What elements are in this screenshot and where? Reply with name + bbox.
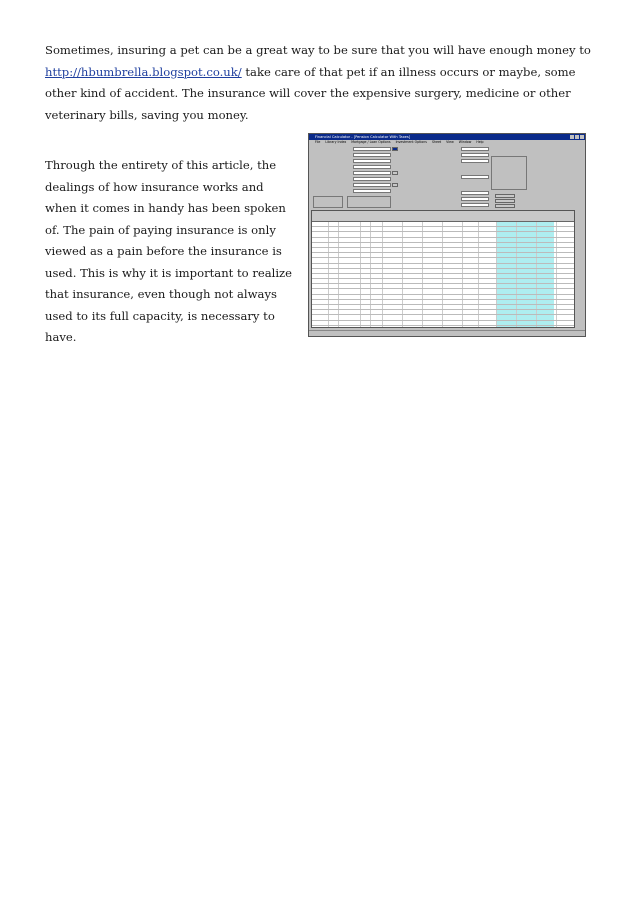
screenshot-menu-item: Investment Options [395, 140, 427, 144]
screenshot-status-bar [309, 330, 585, 336]
screenshot-menu-item: Sheet [431, 140, 442, 144]
body-paragraph-text: Through the entirety of this article, the dealings of how insurance works and when it comes in handy has been spoken of. The pain of paying insurance is only viewed as a pain before the insurance is used. This is why it is important to realize that insurance, even though not always used to its full capacity, is necessary to have. [45, 158, 293, 344]
body-paragraph [45, 155, 293, 349]
financial-calculator-screenshot [308, 133, 586, 337]
intro-text-end: take care of that pet if an illness occurs or maybe, some other kind of accident. The insurance will cover the expensive surgery, medicine or other veterinary bills, saving you money. [45, 64, 576, 122]
calculator-form [311, 146, 583, 208]
screenshot-title-bar [309, 134, 585, 140]
blog-link[interactable]: http://hbumbrella.blogspot.co.uk/ [45, 64, 242, 79]
grid-row [312, 326, 574, 328]
screenshot-menu-item: Help [476, 140, 484, 144]
screenshot-menu-item: View [446, 140, 454, 144]
screenshot-title: Financial Calculator - [Pension Calculator With Taxes] [315, 135, 411, 139]
intro-paragraph [45, 40, 605, 126]
screenshot-menu-item: Mortgage / Loan Options [351, 140, 391, 144]
grid-header [312, 211, 574, 222]
screenshot-menu-item: Library Index [325, 140, 347, 144]
intro-text-start: Sometimes, insuring a pet can be a great way to be sure that you will have enough money to [45, 43, 591, 57]
screenshot-menu-bar [309, 140, 585, 145]
results-grid [311, 210, 575, 328]
window-controls [570, 135, 584, 139]
screenshot-menu-item: File [315, 140, 321, 144]
screenshot-menu-item: Window [458, 140, 472, 144]
